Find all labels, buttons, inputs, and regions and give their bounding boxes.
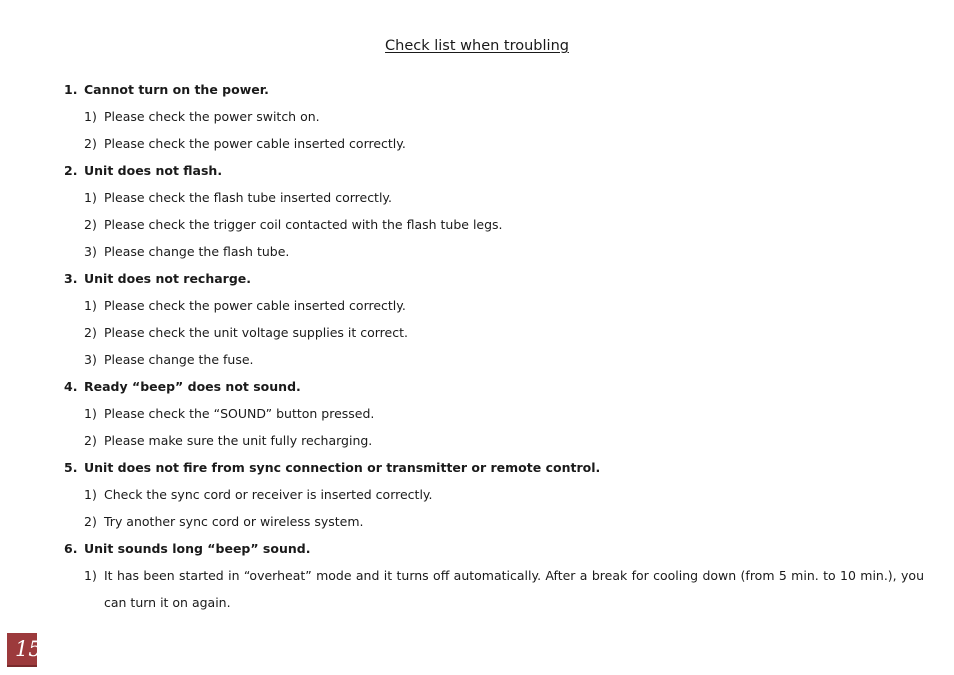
step-text: Please change the fuse.: [104, 352, 254, 367]
section-heading-text: Ready “beep” does not sound.: [84, 379, 301, 394]
section-5: [64, 454, 924, 535]
step-number: 1): [84, 298, 97, 313]
step-number: 1): [84, 568, 97, 583]
step-number: 3): [84, 244, 97, 259]
step: [64, 400, 924, 427]
section-number: 4.: [64, 379, 78, 394]
section-heading: [64, 265, 924, 292]
step-number: 1): [84, 109, 97, 124]
troubleshooting-list: [64, 76, 924, 616]
section-number: 1.: [64, 82, 78, 97]
step-text: Try another sync cord or wireless system.: [104, 514, 364, 529]
page-title: [0, 37, 954, 55]
section-number: 3.: [64, 271, 78, 286]
step: [64, 346, 924, 373]
step-number: 1): [84, 406, 97, 421]
step-number: 3): [84, 352, 97, 367]
step-text: Please check the unit voltage supplies it correct.: [104, 325, 408, 340]
step: [64, 508, 924, 535]
section-heading: [64, 373, 924, 400]
page-title-text: Check list when troubling: [385, 38, 569, 54]
section-3: [64, 265, 924, 373]
step-number: 2): [84, 325, 97, 340]
section-heading: [64, 454, 924, 481]
section-4: [64, 373, 924, 454]
step-text: Please make sure the unit fully recharging.: [104, 433, 373, 448]
step: [64, 427, 924, 454]
section-2: [64, 157, 924, 265]
section-heading: [64, 157, 924, 184]
step: [64, 103, 924, 130]
step-text: Please change the flash tube.: [104, 244, 290, 259]
step: [64, 319, 924, 346]
step-number: 2): [84, 136, 97, 151]
section-heading-text: Cannot turn on the power.: [84, 82, 269, 97]
section-6: [64, 535, 924, 616]
step-number: 2): [84, 217, 97, 232]
step-text: Please check the power cable inserted correctly.: [104, 298, 406, 313]
step-number: 2): [84, 514, 97, 529]
section-number: 6.: [64, 541, 78, 556]
page-number-badge: [7, 633, 42, 667]
step: [64, 481, 924, 508]
step-text: Please check the power cable inserted correctly.: [104, 136, 406, 151]
section-heading: [64, 535, 924, 562]
section-number: 5.: [64, 460, 78, 475]
step-number: 1): [84, 487, 97, 502]
step-number: 2): [84, 433, 97, 448]
page-number: 15: [15, 637, 42, 661]
step-text: Check the sync cord or receiver is inserted correctly.: [104, 487, 433, 502]
step: [64, 211, 924, 238]
step-text: Please check the power switch on.: [104, 109, 320, 124]
section-heading-text: Unit does not flash.: [84, 163, 223, 178]
step: [64, 292, 924, 319]
section-heading: [64, 76, 924, 103]
step: [64, 184, 924, 211]
step-text: Please check the trigger coil contacted with the flash tube legs.: [104, 217, 503, 232]
section-number: 2.: [64, 163, 78, 178]
section-heading-text: Unit sounds long “beep” sound.: [84, 541, 311, 556]
step-number: 1): [84, 190, 97, 205]
step-text: Please check the “SOUND” button pressed.: [104, 406, 375, 421]
section-1: [64, 76, 924, 157]
step: [64, 130, 924, 157]
section-heading-text: Unit does not fire from sync connection or transmitter or remote control.: [84, 460, 601, 475]
step: [64, 562, 924, 616]
step-text: Please check the flash tube inserted correctly.: [104, 190, 393, 205]
step: [64, 238, 924, 265]
step-text: It has been started in “overheat” mode and it turns off automatically. After a break for cooling down (from 5 min. to 10 min.), you can turn it on again.: [104, 568, 924, 610]
section-heading-text: Unit does not recharge.: [84, 271, 252, 286]
